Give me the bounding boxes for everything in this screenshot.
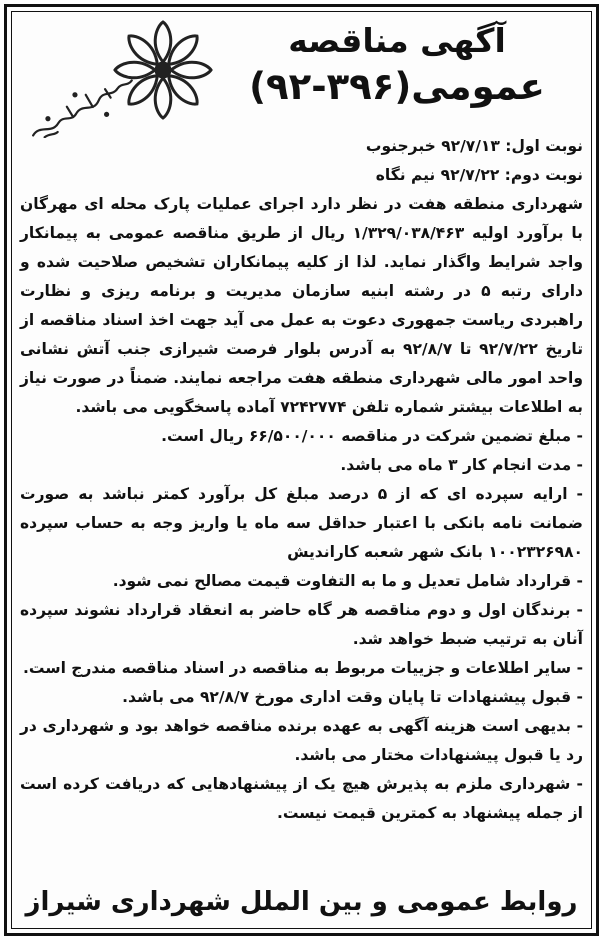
condition-item: - قرارداد شامل تعدیل و ما به التفاوت قیمت مصالح نمی شود. [112,572,583,590]
title-line-2: عمومی(۳۹۶-۹۲) [249,65,545,108]
logo-calligraphy [24,72,140,138]
condition-item: - قبول پیشنهادات تا پایان وقت اداری مورخ ۹۲/۸/۷ می باشد. [122,688,583,706]
title-line-1: آگهی مناقصه [288,21,506,60]
condition-item: - شهرداری ملزم به پذیرش هیچ یک از پیشنهادهایی که دریافت کرده است از جمله پیشنهاد به کمترین قیمت نیست. [20,775,583,822]
condition-item: - مدت انجام کار ۳ ماه می باشد. [340,456,583,474]
condition-item: - بدیهی است هزینه آگهی به عهده برنده مناقصه خواهد بود و شهرداری در رد یا قبول پیشنهادات مختار می باشد. [20,717,583,764]
condition-item: - مبلغ تضمین شرکت در مناقصه ۶۶/۵۰۰/۰۰۰ ریال است. [161,427,583,445]
publication-first: نوبت اول: ۹۲/۷/۱۳ خبرجنوب [365,137,583,155]
advertisement-body [20,132,583,828]
tender-title [217,20,577,112]
publication-second: نوبت دوم: ۹۲/۷/۲۲ نیم نگاه [375,166,583,184]
advertisement-frame [4,4,599,936]
footer-signature: روابط عمومی و بین الملل شهرداری شیراز [25,887,578,917]
intro-paragraph: شهرداری منطقه هفت در نظر دارد اجرای عملیات پارک محله ای مهرگان با برآورد اولیه ۱/۳۲۹/۰۳۸/۴۶۳ ریال از طریق مناقصه عمومی به پیمانکار واجد شرایط واگذار نماید. لذا از کلیه پیمانکاران تشخیص صلاحیت شده و دارای رتبه ۵ در رشته ابنیه سازمان مدیریت و برنامه ریزی و نظارت راهبردی ریاست جمهوری دعوت به عمل می آید جهت اخذ اسناد مناقصه از تاریخ ۹۲/۷/۲۲ تا ۹۲/۸/۷ به آدرس بلوار فرصت شیرازی جنب آتش نشانی واحد امور مالی شهرداری منطقه هفت مراجعه نمایند. ضمناً در صورت نیاز به اطلاعات بیشتر شماره تلفن ۷۲۴۲۷۷۴ آماده پاسخگویی می باشد. [20,195,584,416]
condition-item: - برندگان اول و دوم مناقصه هر گاه حاضر به انعقاد قرارداد نشوند سپرده آنان به ترتیب ضبط خواهد شد. [20,601,583,648]
condition-item: - ارایه سپرده ای که از ۵ درصد مبلغ کل برآورد کمتر نباشد به صورت ضمانت نامه بانکی با اعتبار حداقل سه ماه یا واریز وجه به حساب سپرده ۱۰۰۲۳۲۶۹۸۰ بانک شهر شعبه کاراندیش [20,485,583,561]
condition-item: - سایر اطلاعات و جزییات مربوط به مناقصه در اسناد مناقصه مندرج است. [23,659,583,677]
advertisement-inner-border [11,11,592,929]
shiraz-municipality-logo [18,18,218,138]
header [12,12,591,140]
